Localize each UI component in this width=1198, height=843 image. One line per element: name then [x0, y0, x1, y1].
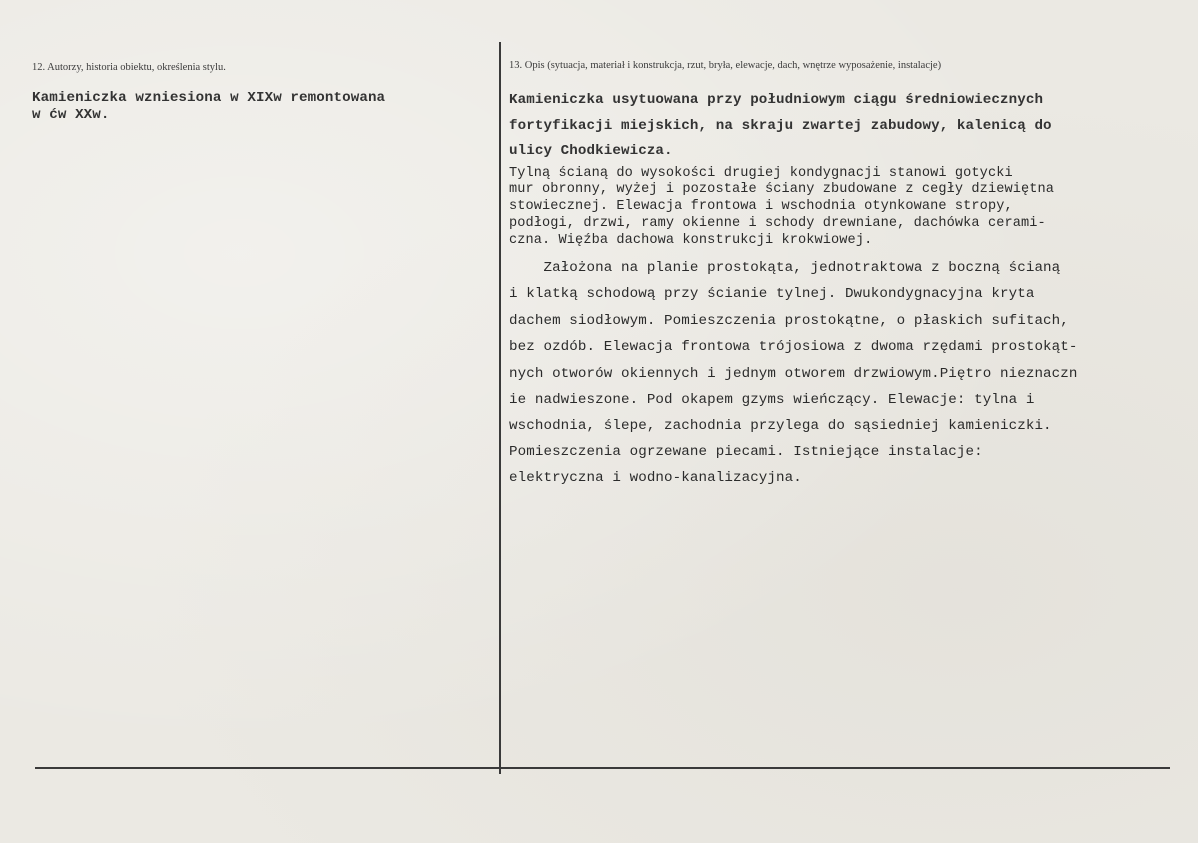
- section-13-p3-line-6: ie nadwieszone. Pod okapem gzyms wieńczący. Elewacje: tylna i: [509, 392, 1035, 408]
- section-13-p3-line-2: i klatką schodową przy ścianie tylnej. Dwukondygnacyjna kryta: [509, 286, 1035, 302]
- section-13-p2-line-1: Tylną ścianą do wysokości drugiej kondygnacji stanowi gotycki: [509, 166, 1013, 181]
- section-13-p2-line-3: stowiecznej. Elewacja frontowa i wschodnia otynkowane stropy,: [509, 199, 1013, 214]
- section-13-p1-line-3: ulicy Chodkiewicza.: [509, 143, 673, 159]
- section-13-p1-line-1: Kamieniczka usytuowana przy południowym ciągu średniowiecznych: [509, 92, 1044, 108]
- section-12-label: 12. Autorzy, historia obiektu, określenia stylu.: [32, 62, 226, 73]
- show-through-texture: [620, 140, 973, 156]
- section-13-p3-line-9: elektryczna i wodno-kanalizacyjna.: [509, 470, 802, 486]
- section-13-p2-line-4: podłogi, drzwi, ramy okienne i schody drewniane, dachówka cerami-: [509, 216, 1046, 231]
- bottom-rule: [35, 767, 1170, 769]
- section-12-line-2: w ćw XXw.: [32, 107, 110, 123]
- section-13-p3-line-8: Pomieszczenia ogrzewane piecami. Istniejące instalacje:: [509, 444, 983, 460]
- column-divider: [499, 42, 501, 774]
- section-13-p2-line-2: mur obronny, wyżej i pozostałe ściany zbudowane z cegły dziewiętna: [509, 182, 1054, 197]
- section-13-p3-line-1: Założona na planie prostokąta, jednotraktowa z boczną ścianą: [509, 260, 1061, 276]
- section-13-p2-line-5: czna. Więźba dachowa konstrukcji krokwiowej.: [509, 233, 873, 248]
- section-13-p1-line-2: fortyfikacji miejskich, na skraju zwartej zabudowy, kalenicą do: [509, 118, 1052, 134]
- section-13-p3-line-3: dachem siodłowym. Pomieszczenia prostokątne, o płaskich sufitach,: [509, 313, 1069, 329]
- section-13-p3-line-4: bez ozdób. Elewacja frontowa trójosiowa z dwoma rzędami prostokąt-: [509, 339, 1078, 355]
- section-13-p3-line-5: nych otworów okiennych i jednym otworem drzwiowym.Piętro nieznaczn: [509, 366, 1078, 382]
- section-13-label: 13. Opis (sytuacja, materiał i konstrukcja, rzut, bryła, elewacje, dach, wnętrze wyposażenie, instalacje): [509, 60, 942, 71]
- section-13-p3-line-7: wschodnia, ślepe, zachodnia przylega do sąsiedniej kamieniczki.: [509, 418, 1052, 434]
- section-12-line-1: Kamieniczka wzniesiona w XIXw remontowana: [32, 90, 386, 106]
